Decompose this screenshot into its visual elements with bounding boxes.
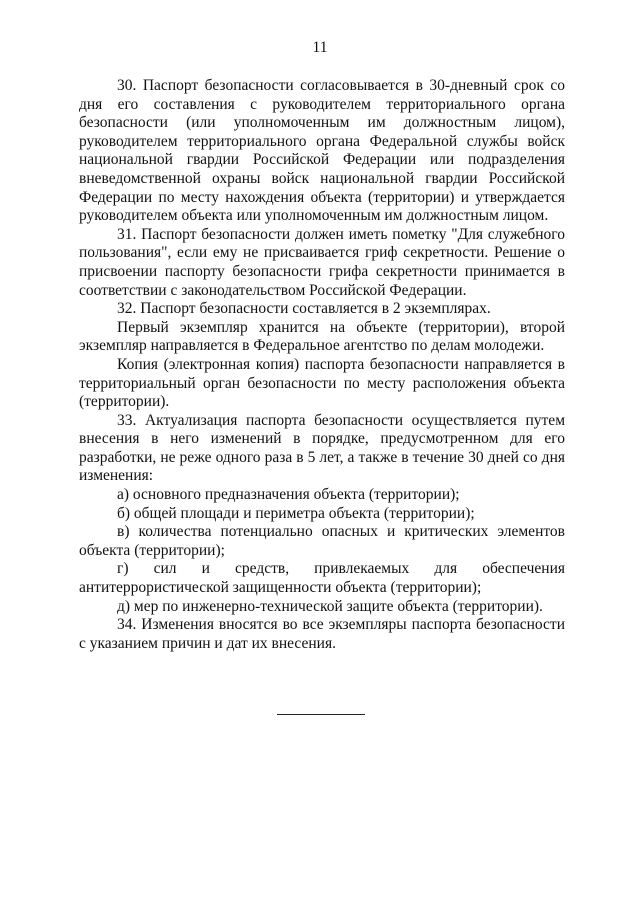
paragraph-32: 32. Паспорт безопасности составляется в 2 экземплярах. [117,300,491,318]
document-body [79,77,565,653]
paragraph-32-electronic-copy: Копия (электронная копия) паспорта безопасности направляется в территориальный орган безопасности по месту расположения объекта (территории). [79,355,565,411]
page-number: 11 [312,39,328,56]
paragraph-33: 33. Актуализация паспорта безопасности осуществляется путем внесения в него изменений в порядке, предусмотренном для его разработки, не реже одного раза в 5 лет, а также в течение 30 дней со дня изменения: [79,411,565,485]
paragraph-31: 31. Паспорт безопасности должен иметь пометку "Для служебного пользования", если ему не присваивается гриф секретности. Решение о присвоении паспорту безопасности грифа секретности принимается в соответствии с законодательством Российской Федерации. [79,225,565,299]
list-item-v: в) количества потенциально опасных и критических элементов объекта (территории); [79,523,565,559]
list-item-b: б) общей площади и периметра объекта (территории); [117,504,475,522]
paragraph-30: 30. Паспорт безопасности согласовывается в 30-дневный срок со дня его составления с руководителем территориального органа безопасности (или уполномоченным им должностным лицом), руководителем территориального органа Федеральной службы войск национальной гвардии Российской Федерации или подразделения вневедомственной охраны войск национальной гвардии Российской Федерации по месту нахождения объекта (территории) и утверждается руководителем объекта или уполномоченным им должностным лицом. [79,77,565,225]
list-item-d: д) мер по инженерно-технической защите объекта (территории). [117,597,543,615]
end-separator-line [277,714,365,715]
list-item-g: г) сил и средств, привлекаемых для обеспечения антитеррористической защищенности объекта (территории); [79,560,565,597]
list-item-a: а) основного предназначения объекта (территории); [117,486,460,504]
paragraph-34: 34. Изменения вносятся во все экземпляры паспорта безопасности с указанием причин и дат их внесения. [79,616,565,652]
paragraph-32-first-copy: Первый экземпляр хранится на объекте (территории), второй экземпляр направляется в Федеральное агентство по делам молодежи. [79,318,565,355]
